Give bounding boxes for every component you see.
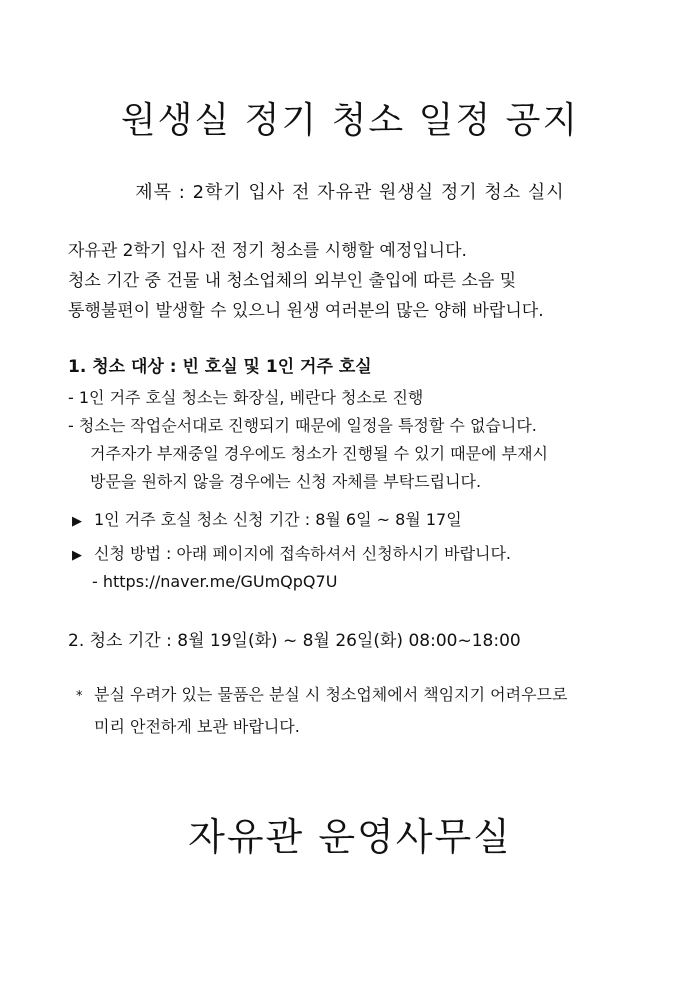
asterisk-icon: * [76,689,83,704]
bullet-item: - 청소는 작업순서대로 진행되기 때문에 일정을 특정할 수 없습니다. [68,416,537,435]
bullet-continuation: 방문을 원하지 않을 경우에는 신청 자체를 부탁드립니다. [90,472,482,491]
note-line: 미리 안전하게 보관 바랍니다. [94,717,300,736]
bullet-item: - 1인 거주 호실 청소는 화장실, 베란다 청소로 진행 [68,388,424,407]
arrow-icon: ▶ [72,514,82,529]
bullet-continuation: 거주자가 부재중일 경우에도 청소가 진행될 수 있기 때문에 부재시 [90,444,549,463]
section-1-bullets [68,384,548,496]
section-1-heading: 1. 청소 대상 : 빈 호실 및 1인 거주 호실 [68,357,372,377]
apply-method-text: 신청 방법 : 아래 페이지에 접속하셔서 신청하시기 바랍니다. [94,544,512,563]
note-line: 분실 우려가 있는 물품은 분실 시 청소업체에서 책임지기 어려우므로 [94,685,568,704]
apply-link: - https://naver.me/GUmQpQ7U [92,572,338,591]
page-title: 원생실 정기 청소 일정 공지 [120,100,580,141]
intro-line: 청소 기간 중 건물 내 청소업체의 외부인 출입에 따른 소음 및 [68,271,517,291]
intro-line: 통행불편이 발생할 수 있으니 원생 여러분의 많은 양해 바랍니다. [68,301,544,321]
intro-paragraph [68,236,544,326]
section-2-heading: 2. 청소 기간 : 8월 19일(화) ~ 8월 26일(화) 08:00~18:00 [68,631,521,651]
subject-line: 제목 : 2학기 입사 전 자유관 원생실 정기 청소 실시 [135,182,565,203]
apply-period-item [72,506,462,536]
intro-line: 자유관 2학기 입사 전 정기 청소를 시행할 예정입니다. [68,241,467,261]
arrow-icon: ▶ [72,548,82,563]
issuer-signature: 자유관 운영사무실 [188,815,512,859]
caution-note [76,680,567,742]
apply-period-text: 1인 거주 호실 청소 신청 기간 : 8월 6일 ~ 8월 17일 [94,510,462,529]
apply-method-item [72,540,511,570]
